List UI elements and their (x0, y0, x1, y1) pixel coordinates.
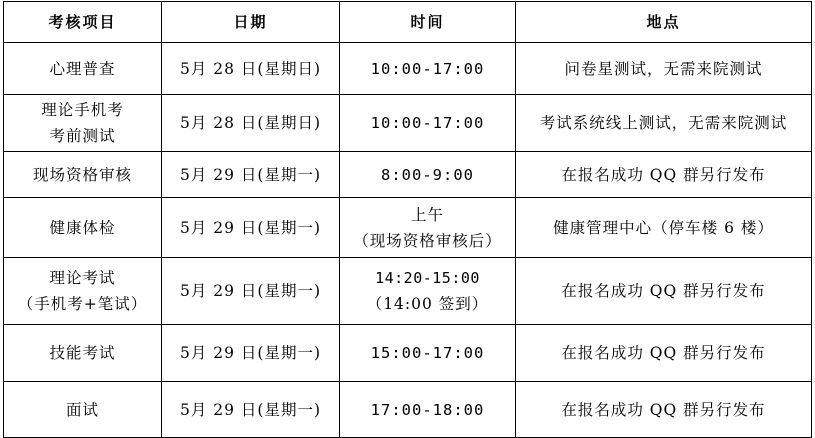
date-cell: 5月 29 日(星期一) (162, 152, 340, 198)
time-cell (340, 43, 516, 95)
time-cell (340, 382, 516, 438)
date-cell: 5月 29 日(星期一) (162, 325, 340, 382)
item-cell (4, 382, 162, 438)
time-cell (340, 95, 516, 152)
location-cell: 考试系统线上测试，无需来院测试 (516, 95, 812, 152)
item-line: 理论手机考 (41, 101, 124, 119)
time-cell (340, 198, 516, 258)
item-line: 现场资格审核 (32, 165, 132, 184)
date-cell: 5月 29 日(星期一) (162, 258, 340, 325)
item-cell (4, 198, 162, 258)
table-row (4, 325, 812, 382)
location-cell: 问卷星测试，无需来院测试 (516, 43, 812, 95)
date-cell: 5月 28 日(星期日) (162, 95, 340, 152)
table-row (4, 198, 812, 258)
item-cell (4, 325, 162, 382)
location-cell: 在报名成功 QQ 群另行发布 (516, 152, 812, 198)
time-cell (340, 325, 516, 382)
time-line: 10:00-17:00 (370, 59, 485, 78)
location-cell: 在报名成功 QQ 群另行发布 (516, 382, 812, 438)
item-line: 理论考试 (49, 269, 116, 287)
item-line: 心理普查 (49, 59, 116, 78)
table-row (4, 382, 812, 438)
time-line: 上午 (410, 205, 444, 224)
location-cell: 健康管理中心（停车楼 6 楼） (516, 198, 812, 258)
item-cell (4, 43, 162, 95)
item-cell (4, 152, 162, 198)
exam-schedule-table (3, 1, 812, 438)
date-cell: 5月 29 日(星期一) (162, 198, 340, 258)
header-row (4, 2, 812, 43)
time-line: （14:00 签到） (366, 295, 489, 313)
header-item: 考核项目 (4, 2, 162, 43)
time-cell (340, 152, 516, 198)
table-row (4, 258, 812, 325)
time-line: 17:00-18:00 (370, 400, 485, 419)
item-cell (4, 258, 162, 325)
header-location: 地点 (516, 2, 812, 43)
item-line: 健康体检 (49, 218, 116, 237)
header-date: 日期 (162, 2, 340, 43)
time-line: 15:00-17:00 (370, 344, 485, 362)
item-line: 考前测试 (49, 127, 116, 145)
time-line: （现场资格审核后） (353, 231, 502, 250)
header-time: 时间 (340, 2, 516, 43)
date-cell: 5月 28 日(星期日) (162, 43, 340, 95)
time-cell (340, 258, 516, 325)
table-row (4, 152, 812, 198)
item-line: （手机考+笔试） (17, 295, 148, 313)
location-cell: 在报名成功 QQ 群另行发布 (516, 325, 812, 382)
location-cell: 在报名成功 QQ 群另行发布 (516, 258, 812, 325)
item-cell (4, 95, 162, 152)
time-line: 14:20-15:00 (375, 269, 480, 287)
time-line: 8:00-9:00 (381, 165, 474, 184)
time-line: 10:00-17:00 (370, 114, 485, 132)
table-row (4, 95, 812, 152)
item-line: 面试 (65, 400, 99, 419)
item-line: 技能考试 (49, 344, 116, 362)
date-cell: 5月 29 日(星期一) (162, 382, 340, 438)
table-row (4, 43, 812, 95)
